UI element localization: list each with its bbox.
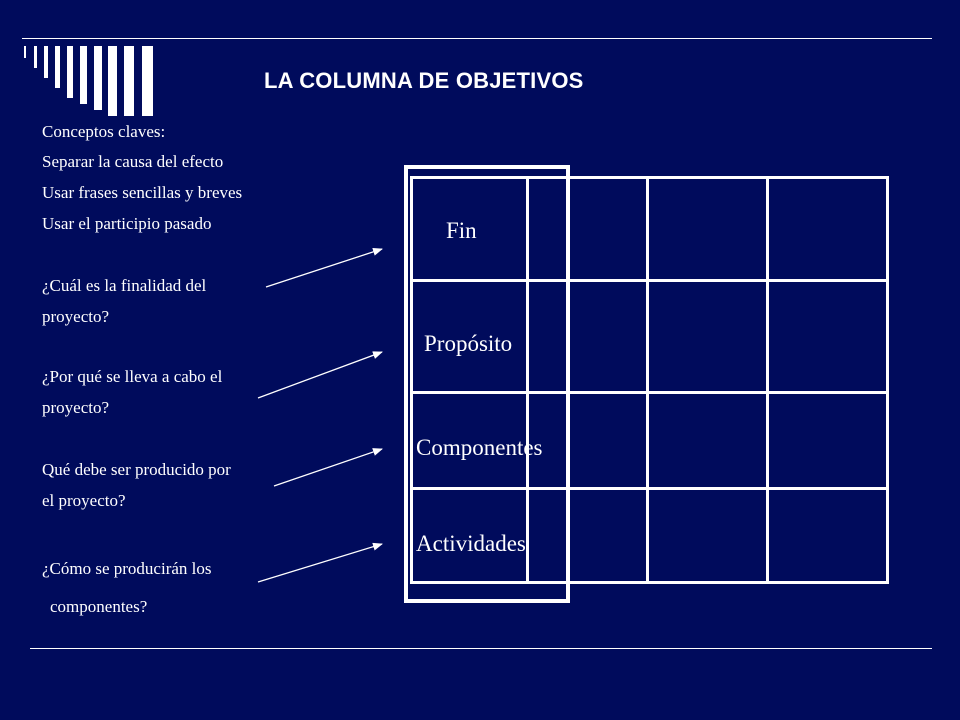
slide-title: LA COLUMNA DE OBJETIVOS xyxy=(264,68,584,93)
text-concepts-heading: Conceptos claves: xyxy=(42,122,166,141)
text-question-componentes-2: el proyecto? xyxy=(42,491,126,510)
text-question-componentes-1: Qué debe ser producido por xyxy=(42,460,231,479)
text-concept-1: Separar la causa del efecto xyxy=(42,152,224,171)
row-label-componentes: Componentes xyxy=(416,435,543,460)
text-concept-3: Usar el participio pasado xyxy=(42,214,212,233)
row-label-proposito: Propósito xyxy=(424,331,513,356)
text-question-proposito-2: proyecto? xyxy=(42,398,110,417)
text-question-actividades-1: ¿Cómo se producirán los xyxy=(42,559,212,578)
text-question-proposito-1: ¿Por qué se lleva a cabo el xyxy=(42,367,223,386)
arrow-right-icon xyxy=(274,449,382,486)
arrow-right-icon xyxy=(258,544,382,582)
arrow-right-icon xyxy=(258,352,382,398)
text-concept-2: Usar frases sencillas y breves xyxy=(42,183,243,202)
text-question-fin-1: ¿Cuál es la finalidad del xyxy=(42,276,207,295)
text-question-fin-2: proyecto? xyxy=(42,307,110,326)
arrow-right-icon xyxy=(266,249,382,287)
row-label-actividades: Actividades xyxy=(416,531,526,556)
bottom-rule xyxy=(30,648,932,649)
text-question-actividades-2: componentes? xyxy=(50,597,148,616)
row-label-fin: Fin xyxy=(446,218,477,243)
